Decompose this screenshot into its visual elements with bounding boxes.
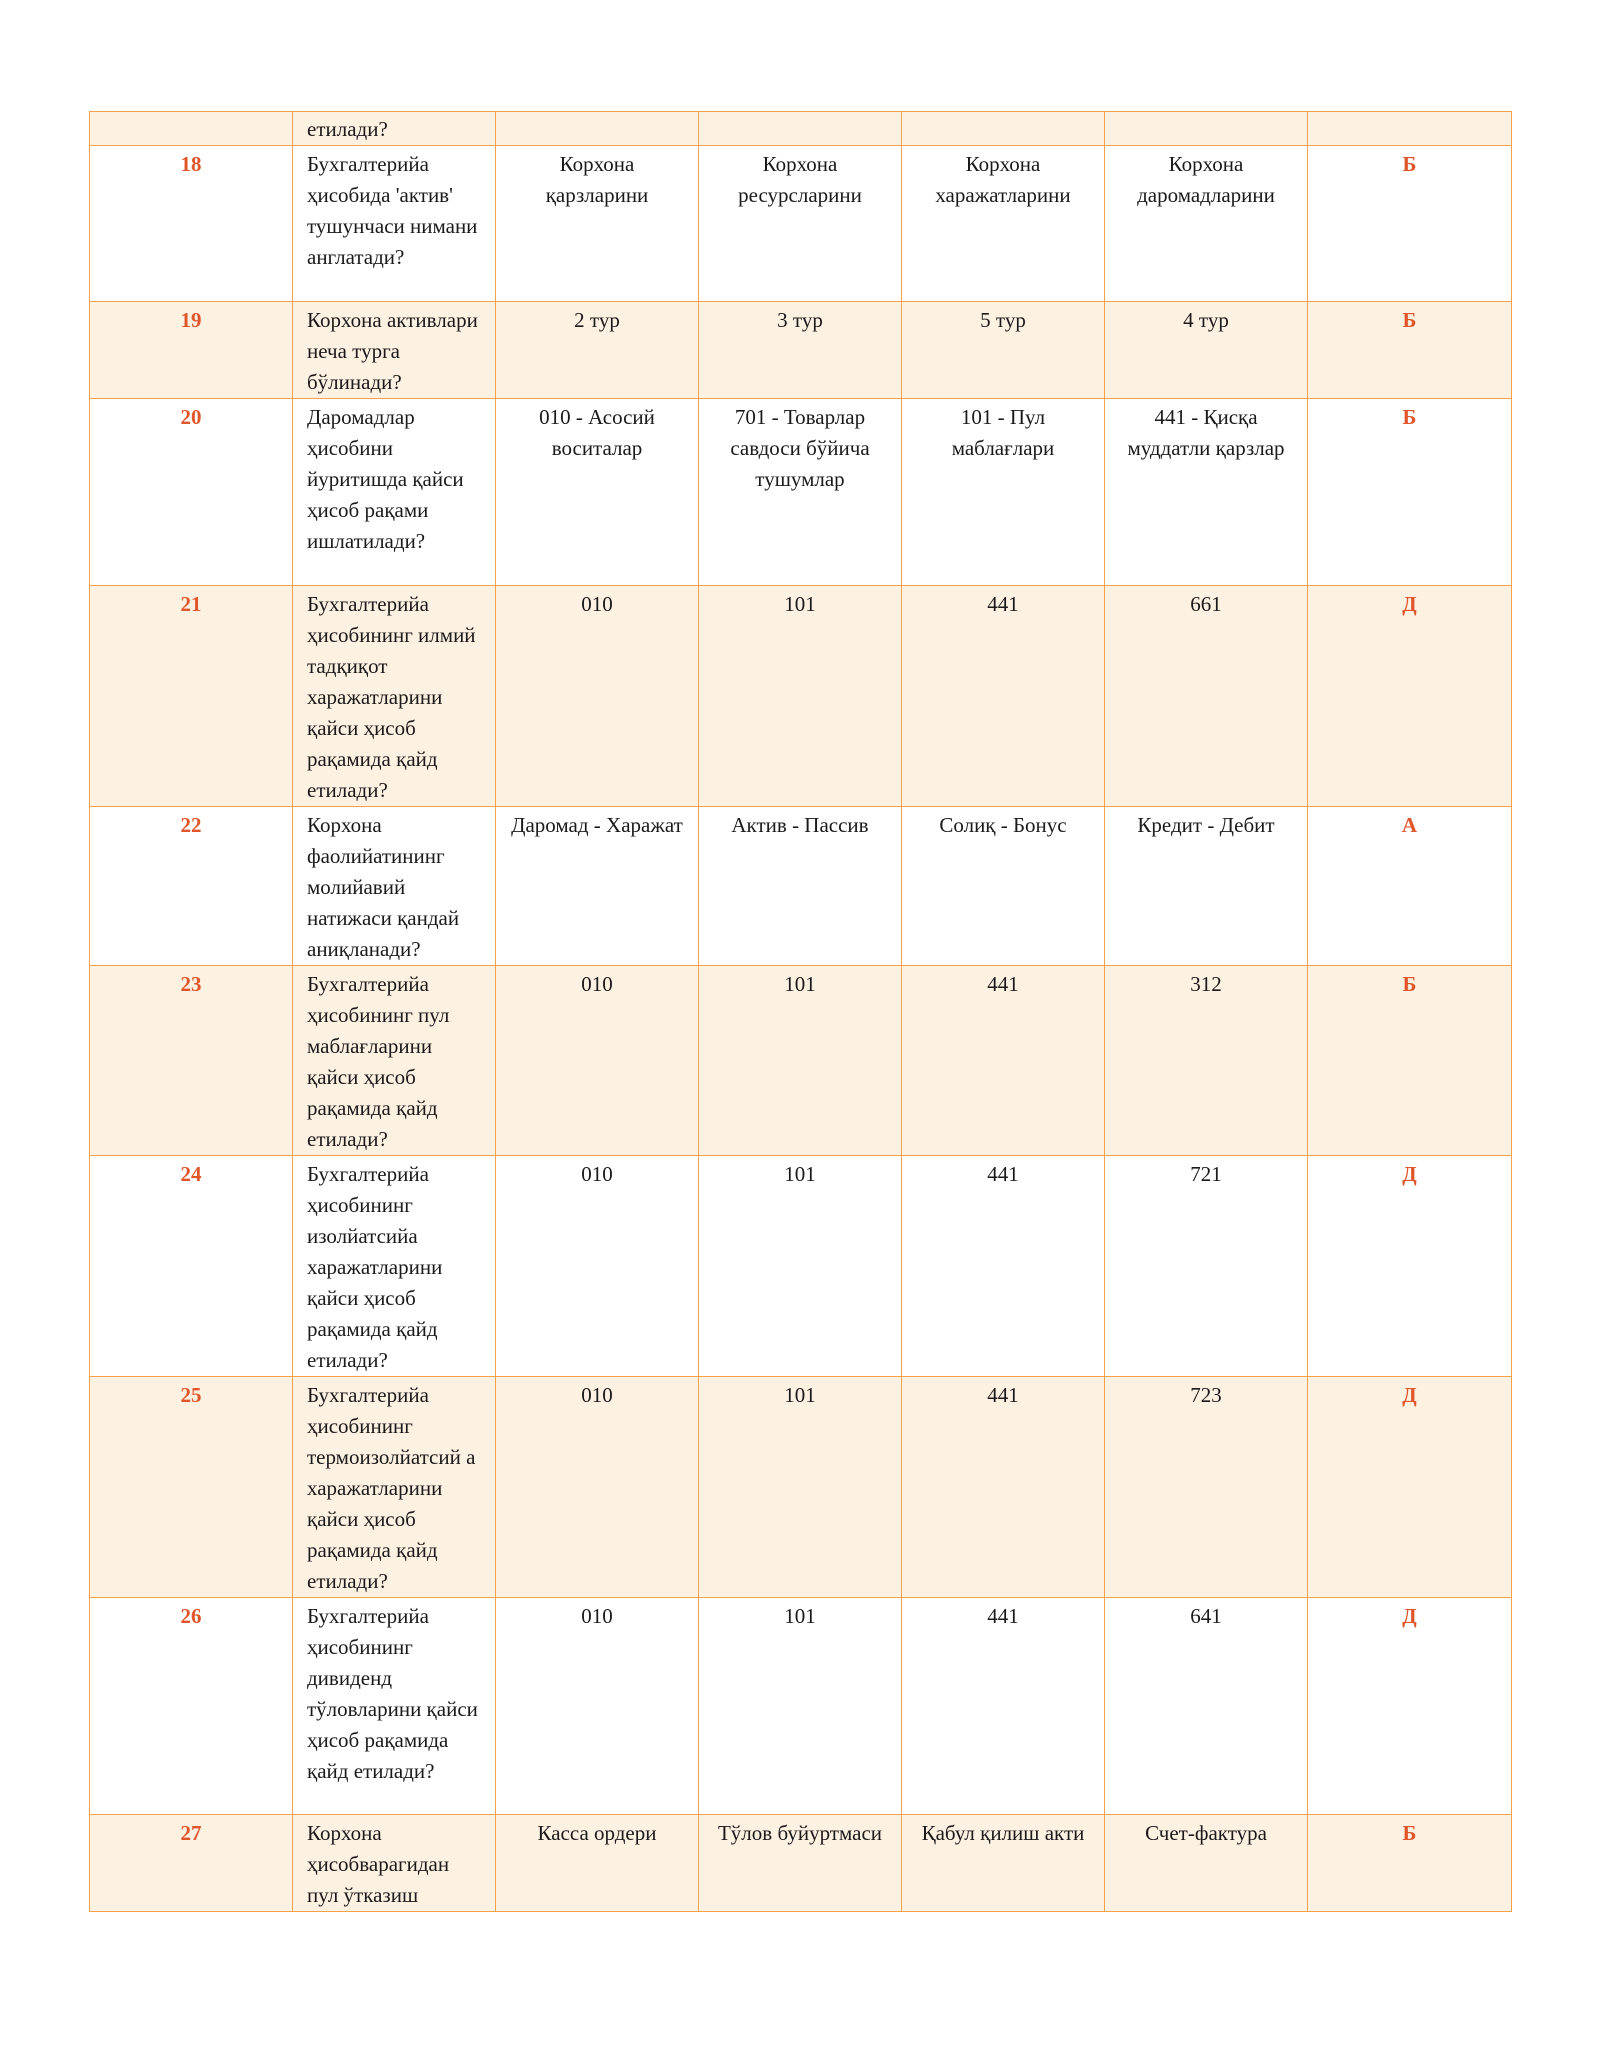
- option-c: 441: [902, 1377, 1105, 1598]
- option-d: Кредит - Дебит: [1105, 807, 1308, 966]
- option-d: 441 - Қисқа муддатли қарзлар: [1105, 399, 1308, 586]
- option-b: 701 - Товарлар савдоси бўйича тушумлар: [699, 399, 902, 586]
- table-row-continuation: [90, 112, 1512, 146]
- option-a: 010: [496, 966, 699, 1156]
- option-a-cell: [496, 112, 699, 146]
- option-d: 661: [1105, 586, 1308, 807]
- option-c: 441: [902, 966, 1105, 1156]
- table-row: [90, 586, 1512, 807]
- option-b: Тўлов буйуртмаси: [699, 1815, 902, 1912]
- question-number: 26: [90, 1598, 293, 1815]
- option-d: 723: [1105, 1377, 1308, 1598]
- question-number: 23: [90, 966, 293, 1156]
- correct-answer: Д: [1308, 1598, 1512, 1815]
- question-number: 19: [90, 302, 293, 399]
- option-b: 3 тур: [699, 302, 902, 399]
- table-row: [90, 807, 1512, 966]
- option-b: 101: [699, 586, 902, 807]
- table-row: [90, 1598, 1512, 1815]
- correct-answer: А: [1308, 807, 1512, 966]
- option-d: 4 тур: [1105, 302, 1308, 399]
- option-a: 2 тур: [496, 302, 699, 399]
- option-d-cell: [1105, 112, 1308, 146]
- option-a: Корхона қарзларини: [496, 146, 699, 302]
- option-b: Актив - Пассив: [699, 807, 902, 966]
- option-b: 101: [699, 1156, 902, 1377]
- question-text: Корхона фаолийатининг молийавий натижаси қандай аниқланади?: [293, 807, 496, 966]
- correct-answer: Б: [1308, 302, 1512, 399]
- correct-answer: Д: [1308, 586, 1512, 807]
- table-row: [90, 399, 1512, 586]
- table-row: [90, 302, 1512, 399]
- option-b: 101: [699, 1377, 902, 1598]
- question-text: Бухгалтерийа ҳисобининг изолйатсийа харажатларини қайси ҳисоб рақамида қайд етилади?: [293, 1156, 496, 1377]
- option-b: Корхона ресурсларини: [699, 146, 902, 302]
- correct-answer: Б: [1308, 146, 1512, 302]
- question-text: Бухгалтерийа ҳисобида 'актив' тушунчаси нимани англатади?: [293, 146, 496, 302]
- num-cell: [90, 112, 293, 146]
- option-d: 641: [1105, 1598, 1308, 1815]
- question-text: Бухгалтерийа ҳисобининг илмий тадқиқот харажатларини қайси ҳисоб рақамида қайд етилади?: [293, 586, 496, 807]
- option-c: 441: [902, 586, 1105, 807]
- option-a: 010: [496, 1156, 699, 1377]
- option-a: Касса ордери: [496, 1815, 699, 1912]
- correct-answer: Б: [1308, 399, 1512, 586]
- option-a: 010: [496, 1377, 699, 1598]
- option-a: 010: [496, 1598, 699, 1815]
- question-number: 24: [90, 1156, 293, 1377]
- question-text: Бухгалтерийа ҳисобининг термоизолйатсий а харажатларини қайси ҳисоб рақамида қайд етилади?: [293, 1377, 496, 1598]
- question-text: Корхона ҳисобварагидан пул ўтказиш: [293, 1815, 496, 1912]
- option-d: 721: [1105, 1156, 1308, 1377]
- question-text: Бухгалтерийа ҳисобининг дивиденд тўловларини қайси ҳисоб рақамида қайд етилади?: [293, 1598, 496, 1815]
- option-c: 441: [902, 1598, 1105, 1815]
- option-a: 010: [496, 586, 699, 807]
- question-number: 20: [90, 399, 293, 586]
- option-c: Корхона харажатларини: [902, 146, 1105, 302]
- option-a: 010 - Асосий воситалар: [496, 399, 699, 586]
- option-b-cell: [699, 112, 902, 146]
- option-c-cell: [902, 112, 1105, 146]
- question-text: Бухгалтерийа ҳисобининг пул маблағларини қайси ҳисоб рақамида қайд етилади?: [293, 966, 496, 1156]
- table-row: [90, 966, 1512, 1156]
- question-text: Корхона активлари неча турга бўлинади?: [293, 302, 496, 399]
- option-c: 441: [902, 1156, 1105, 1377]
- option-c: 101 - Пул маблағлари: [902, 399, 1105, 586]
- option-d: Счет-фактура: [1105, 1815, 1308, 1912]
- option-c: 5 тур: [902, 302, 1105, 399]
- option-d: Корхона даромадларини: [1105, 146, 1308, 302]
- correct-answer: Д: [1308, 1377, 1512, 1598]
- option-b: 101: [699, 1598, 902, 1815]
- question-text: Даромадлар ҳисобини йуритишда қайси ҳисоб рақами ишлатилади?: [293, 399, 496, 586]
- answer-cell: [1308, 112, 1512, 146]
- option-b: 101: [699, 966, 902, 1156]
- correct-answer: Д: [1308, 1156, 1512, 1377]
- question-number: 25: [90, 1377, 293, 1598]
- table-row: [90, 1156, 1512, 1377]
- question-number: 21: [90, 586, 293, 807]
- question-cell: етилади?: [293, 112, 496, 146]
- option-c: Солиқ - Бонус: [902, 807, 1105, 966]
- question-number: 18: [90, 146, 293, 302]
- question-number: 22: [90, 807, 293, 966]
- correct-answer: Б: [1308, 966, 1512, 1156]
- table-row: [90, 146, 1512, 302]
- option-c: Қабул қилиш акти: [902, 1815, 1105, 1912]
- question-number: 27: [90, 1815, 293, 1912]
- correct-answer: Б: [1308, 1815, 1512, 1912]
- option-d: 312: [1105, 966, 1308, 1156]
- table-row: [90, 1377, 1512, 1598]
- option-a: Даромад - Харажат: [496, 807, 699, 966]
- questions-table: [89, 111, 1512, 1912]
- table-row: [90, 1815, 1512, 1912]
